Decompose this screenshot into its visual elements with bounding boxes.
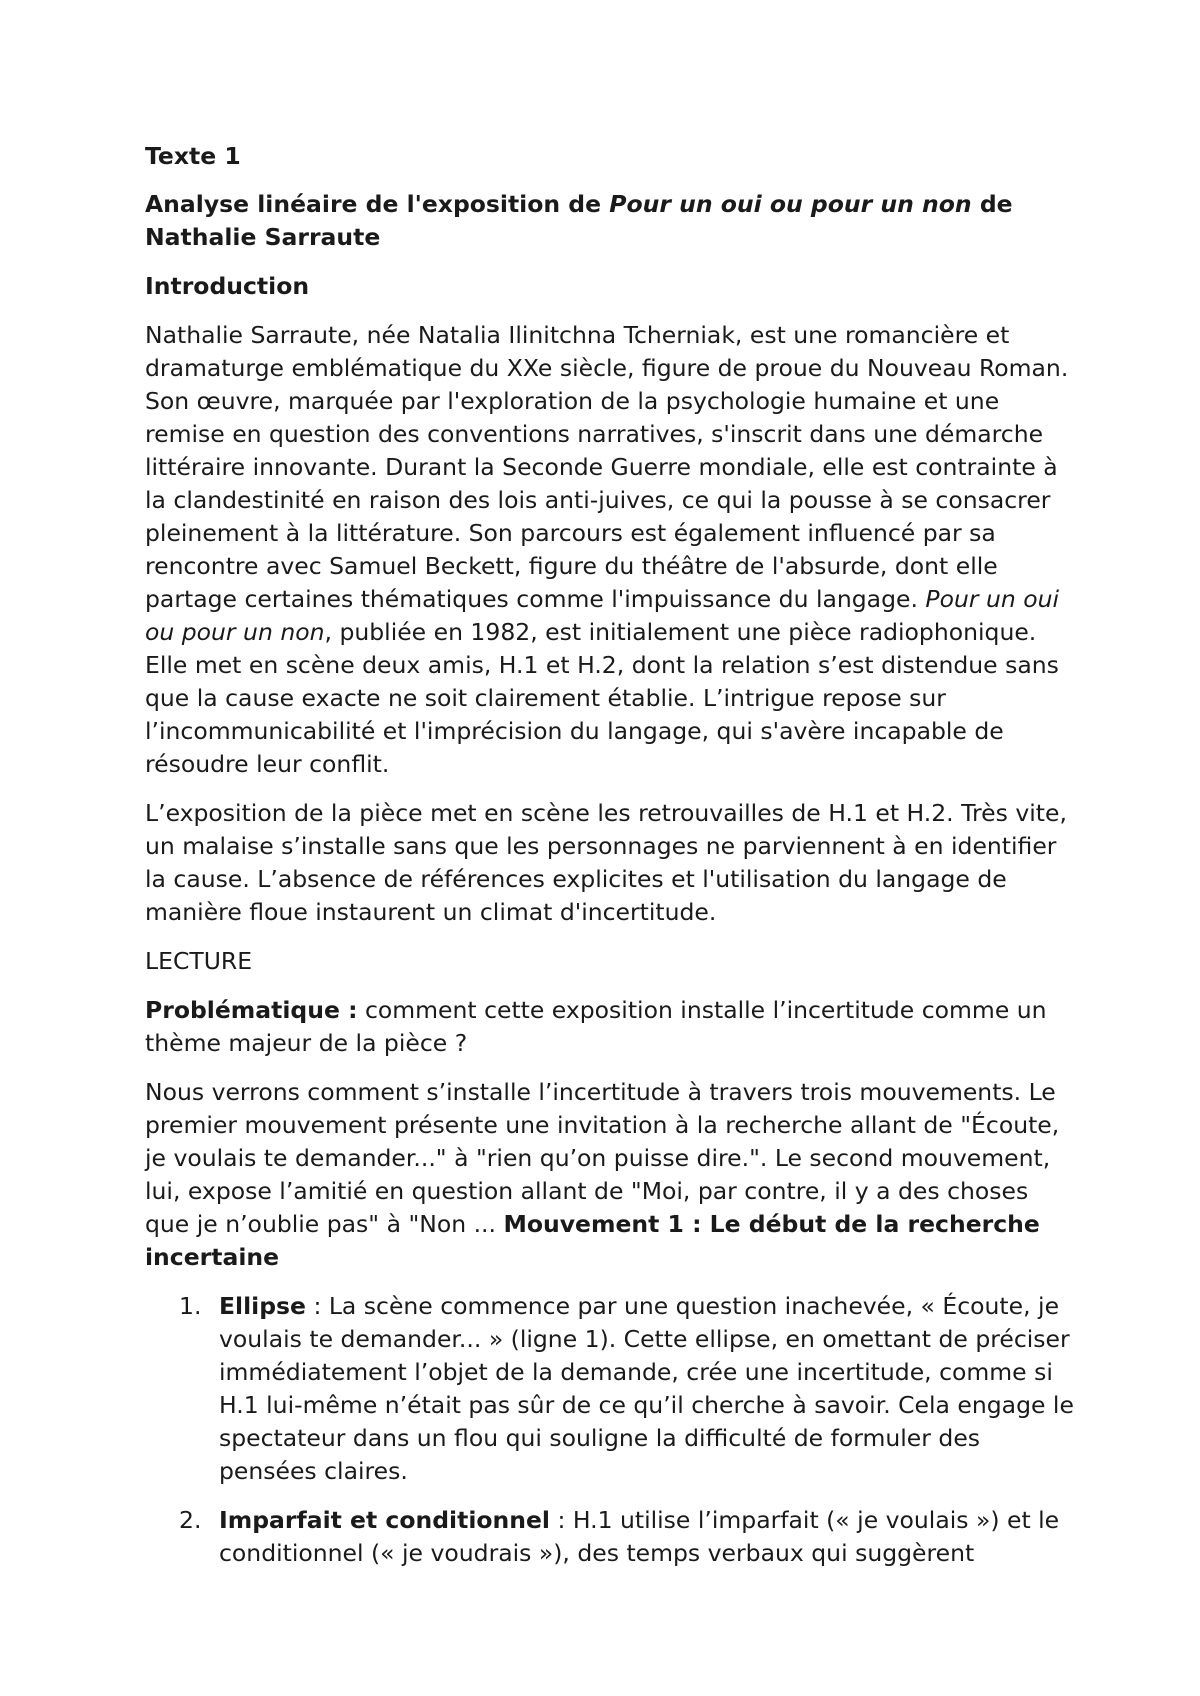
lecture-label: LECTURE bbox=[145, 947, 253, 975]
intro-p1-play-name: Pour un oui ou pour un non bbox=[145, 585, 1060, 646]
document-page bbox=[145, 140, 1075, 1586]
list-item-number: 2. bbox=[179, 1506, 202, 1534]
plan-text: Nous verrons comment s’installe l’incertitude à travers trois mouvements. Le premier mouvement présente une invitation à la recherche allant de "Écoute, je voulais te demander..." à "rien qu’on puisse dire.". Le second mouvement, lui, expose l’amitié en question allant de "Moi, par contre, il y a des choses que je n’oublie pas" à "Non ... bbox=[145, 1078, 1060, 1238]
analysis-list bbox=[145, 1290, 1075, 1570]
list-item bbox=[179, 1504, 1075, 1570]
plan-paragraph bbox=[145, 1076, 1075, 1274]
title-play-name: Pour un oui ou pour un non bbox=[609, 190, 972, 218]
list-item-text: : La scène commence par une question inachevée, « Écoute, je voulais te demander... » (ligne 1). Cette ellipse, en omettant de préciser immédiatement l’objet de la demande, crée une incertitude, comme si H.1 lui-même n’était pas sûr de ce qu’il cherche à savoir. Cela engage le spectateur dans un flou qui souligne la difficulté de formuler des pensées claires. bbox=[219, 1292, 1074, 1485]
texte-label: Texte 1 bbox=[145, 142, 241, 170]
introduction-paragraph-2: L’exposition de la pièce met en scène les retrouvailles de H.1 et H.2. Très vite, un malaise s’installe sans que les personnages ne parviennent à en identifier la cause. L’absence de références explicites et l'utilisation du langage de manière floue instaurent un climat d'incertitude. bbox=[145, 799, 1067, 926]
intro-p1-part-a: Nathalie Sarraute, née Natalia Ilinitchna Tcherniak, est une romancière et dramaturge emblématique du XXe siècle, figure de proue du Nouveau Roman. Son œuvre, marquée par l'exploration de la psychologie humaine et une remise en question des conventions narratives, s'inscrit dans une démarche littéraire innovante. Durant la Seconde Guerre mondiale, elle est contrainte à la clandestinité en raison des lois anti-juives, ce qui la pousse à se consacrer pleinement à la littérature. Son parcours est également influencé par sa rencontre avec Samuel Beckett, figure du théâtre de l'absurde, dont elle partage certaines thématiques comme l'impuissance du langage. bbox=[145, 321, 1069, 613]
intro-p1-part-b: , publiée en 1982, est initialement une pièce radiophonique. Elle met en scène deux amis, H.1 et H.2, dont la relation s’est distendue sans que la cause exacte ne soit clairement établie. L’intrigue repose sur l’incommunicabilité et l'imprécision du langage, qui s'avère incapable de résoudre leur conflit. bbox=[145, 618, 1059, 778]
list-item-text: : H.1 utilise l’imparfait (« je voulais ») et le conditionnel (« je voudrais »), des temps verbaux qui suggèrent bbox=[219, 1506, 1060, 1567]
list-item-term: Ellipse bbox=[219, 1292, 306, 1320]
problematique-paragraph bbox=[145, 994, 1075, 1060]
list-item-term: Imparfait et conditionnel bbox=[219, 1506, 550, 1534]
title-suffix: de Nathalie Sarraute bbox=[145, 190, 1013, 251]
title-prefix: Analyse linéaire de l'exposition de bbox=[145, 190, 610, 218]
problematique-text: comment cette exposition installe l’incertitude comme un thème majeur de la pièce ? bbox=[145, 996, 1047, 1057]
list-item-number: 1. bbox=[179, 1292, 202, 1320]
movement-1-title: Mouvement 1 : Le début de la recherche incertaine bbox=[145, 1210, 1040, 1271]
problematique-label: Problématique : bbox=[145, 996, 358, 1024]
document-title bbox=[145, 188, 1075, 254]
introduction-heading: Introduction bbox=[145, 272, 310, 300]
list-item bbox=[179, 1290, 1075, 1488]
introduction-paragraph-1 bbox=[145, 319, 1075, 781]
